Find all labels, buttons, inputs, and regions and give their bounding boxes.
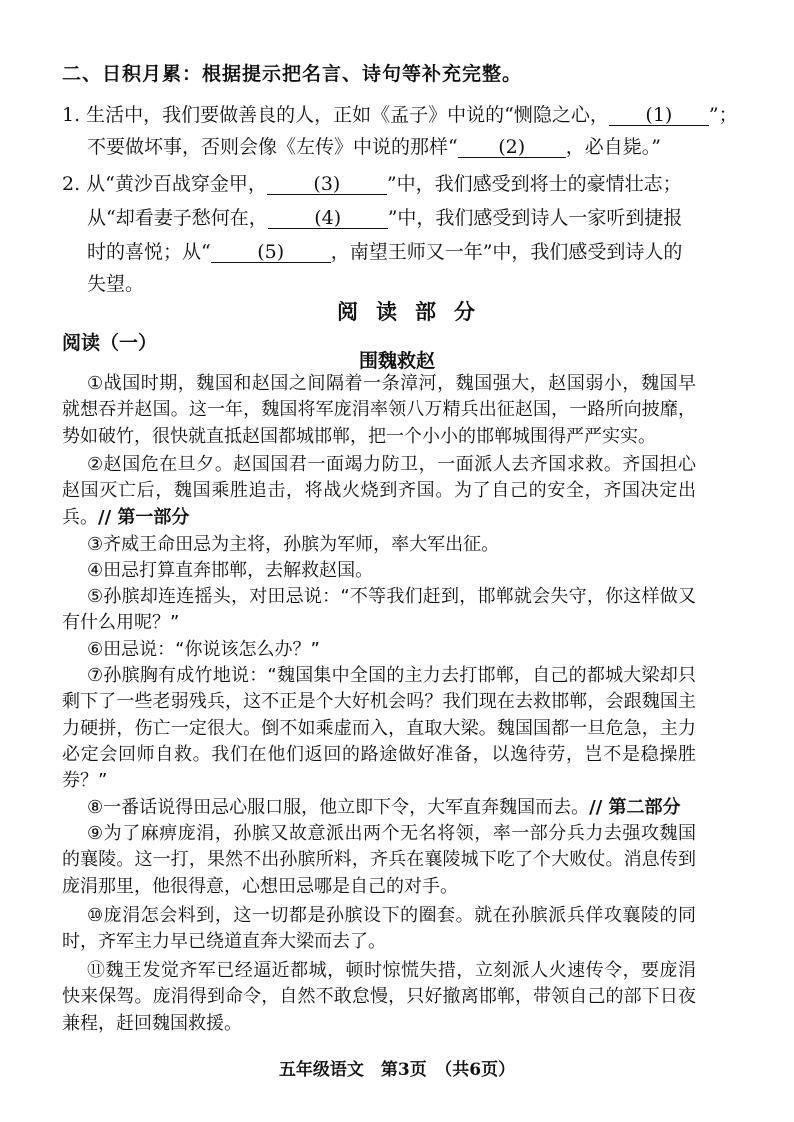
paragraph-3: ③齐威王命田忌为主将，孙膑为军师，率大军出征。 (87, 534, 500, 555)
paragraph-8 (62, 795, 696, 821)
paragraph-2-text: ②赵国危在旦夕。赵国国君一面竭力防卫，一面派人去齐国求救。齐国担心赵国灭亡后，魏国乘胜追击，将战火烧到齐国。为了自己的安全，齐国决定出兵。 (62, 454, 696, 528)
paragraph-6: ⑥田忌说：“你说该怎么办？” (87, 639, 320, 660)
paragraph-1: ①战国时期，魏国和赵国之间隔着一条漳河，魏国强大，赵国弱小，魏国早就想吞并赵国。这一年，魏国将军庞涓率领八万精兵出征赵国，一路所向披靡，势如破竹，很快就直抵赵国都城邯郸，把一个小小的邯郸城围得严严实实。 (62, 373, 696, 447)
q1-text-e: ，必自毙。” (565, 136, 661, 158)
paragraph-2 (62, 452, 696, 531)
q1-text-a: 1. 生活中，我们要做善良的人，正如《孟子》中说的“恻隐之心， (62, 104, 609, 126)
blank-3[interactable]: (3) (267, 174, 387, 195)
paragraph-10: ⑩庞涓怎会料到，这一切都是孙膑设下的圈套。就在孙膑派兵佯攻襄陵的同时，齐军主力早已绕道直奔大梁而去了。 (62, 905, 696, 953)
story-title: 围魏救赵 (358, 350, 435, 372)
section-heading: 二、日积月累：根据提示把名言、诗句等补充完整。 (62, 63, 523, 85)
q2-text-g: ，南望王师又一年”中，我们感受到诗人的 (330, 241, 683, 263)
part-1-marker: // 第一部分 (98, 506, 190, 528)
q2-text-d: 从“却看妻子愁何在， (87, 207, 268, 229)
q2-text-c: ”中，我们感受到将士的豪情壮志； (386, 173, 682, 195)
q2-text-f: 时的喜悦；从“ (87, 241, 211, 263)
blank-5[interactable]: (5) (211, 242, 331, 263)
question-1-line-1 (62, 103, 738, 127)
paragraph-9: ⑨为了麻痹庞涓，孙膑又故意派出两个无名将领，率一部分兵力去强攻魏国的襄陵。这一打，果然不出孙膑所料，齐兵在襄陵城下吃了个大败仗。消息传到庞涓那里，他很得意，心想田忌哪是自己的对手。 (62, 823, 696, 897)
reading-label: 阅读（一） (62, 332, 158, 354)
q1-text-c: ”； (708, 104, 738, 126)
paragraph-5: ⑤孙膑却连连摇头，对田忌说：“不等我们赶到，邯郸就会失守，你这样做又有什么用呢？” (62, 586, 696, 634)
page-footer: 五年级语文 第3页 （共6页） (278, 1060, 516, 1080)
part-2-marker: // 第二部分 (589, 797, 681, 818)
question-2-line-4: 失望。 (87, 273, 145, 295)
paragraph-7: ⑦孙膑胸有成竹地说：“魏国集中全国的主力去打邯郸，自己的都城大梁却只剩下了一些老弱残兵，这不正是个大好机会吗？我们现在去救邯郸，会跟魏国主力硬拼，伤亡一定很大。倒不如乘虚而入，直取大梁。魏国国都一旦危急，主力必定会回师自救。我们在他们返回的路途做好准备，以逸待劳，岂不是稳操胜券？” (62, 665, 696, 792)
paragraph-4: ④田忌打算直奔邯郸，去解救赵国。 (87, 560, 374, 581)
q2-text-e: ”中，我们感受到诗人一家听到捷报 (387, 207, 683, 229)
question-1-line-2 (87, 135, 661, 159)
paragraph-11: ⑪魏王发觉齐军已经逼近都城，顿时惊慌失措，立刻派人火速传令，要庞涓快来保驾。庞涓得到命令，自然不敢怠慢，只好撤离邯郸，带领自己的部下日夜兼程，赶回魏国救援。 (62, 960, 696, 1034)
question-2-line-3 (87, 240, 682, 264)
reading-part-title: 阅读部分 (337, 299, 493, 324)
question-2-line-2 (87, 206, 682, 230)
blank-1[interactable]: (1) (609, 105, 709, 126)
blank-2[interactable]: (2) (458, 137, 566, 158)
paragraph-8-text: ⑧一番话说得田忌心服口服，他立即下令，大军直奔魏国而去。 (87, 797, 590, 818)
question-2-line-1 (62, 172, 682, 196)
blank-4[interactable]: (4) (268, 208, 388, 229)
q2-text-a: 2. 从“黄沙百战穿金甲， (62, 173, 267, 195)
q1-text-d: 不要做坏事，否则会像《左传》中说的那样“ (87, 136, 458, 158)
